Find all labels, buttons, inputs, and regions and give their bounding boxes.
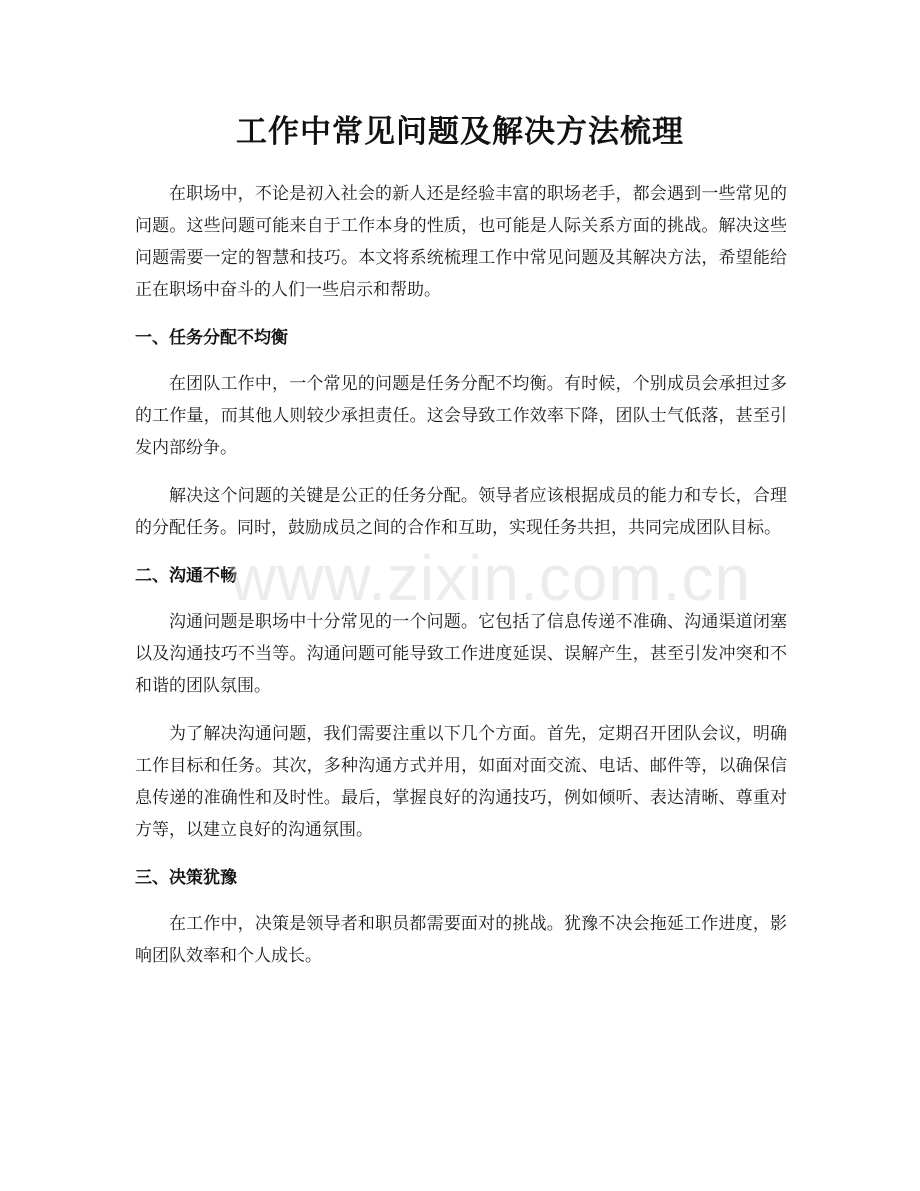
- section-paragraph: 在工作中，决策是领导者和职员都需要面对的挑战。犹豫不决会拖延工作进度，影响团队效率和个人成长。: [135, 914, 787, 966]
- section-heading: 二、沟通不畅: [135, 566, 237, 586]
- section-paragraph: 解决这个问题的关键是公正的任务分配。领导者应该根据成员的能力和专长，合理的分配任务。同时，鼓励成员之间的合作和互助，实现任务共担，共同完成团队目标。: [135, 486, 787, 538]
- section-paragraph: 在团队工作中，一个常见的问题是任务分配不均衡。有时候，个别成员会承担过多的工作量，而其他人则较少承担责任。这会导致工作效率下降，团队士气低落，甚至引发内部纷争。: [135, 374, 787, 458]
- watermark: www.zixin.com.cn: [230, 542, 751, 614]
- intro-paragraph: 在职场中，不论是初入社会的新人还是经验丰富的职场老手，都会遇到一些常见的问题。这些问题可能来自于工作本身的性质，也可能是人际关系方面的挑战。解决这些问题需要一定的智慧和技巧。本文将系统梳理工作中常见问题及其解决方法，希望能给正在职场中奋斗的人们一些启示和帮助。: [135, 184, 787, 300]
- document-title: 工作中常见问题及解决方法梳理: [236, 114, 684, 150]
- section-paragraph: 为了解决沟通问题，我们需要注重以下几个方面。首先，定期召开团队会议，明确工作目标和任务。其次，多种沟通方式并用，如面对面交流、电话、邮件等，以确保信息传递的准确性和及时性。最后，掌握良好的沟通技巧，例如倾听、表达清晰、尊重对方等，以建立良好的沟通氛围。: [135, 724, 787, 840]
- section-paragraph: 沟通问题是职场中十分常见的一个问题。它包括了信息传递不准确、沟通渠道闭塞以及沟通技巧不当等。沟通问题可能导致工作进度延误、误解产生，甚至引发冲突和不和谐的团队氛围。: [135, 612, 787, 696]
- section-heading: 三、决策犹豫: [135, 868, 237, 888]
- document-body: [135, 178, 787, 988]
- section-heading: 一、任务分配不均衡: [135, 328, 288, 348]
